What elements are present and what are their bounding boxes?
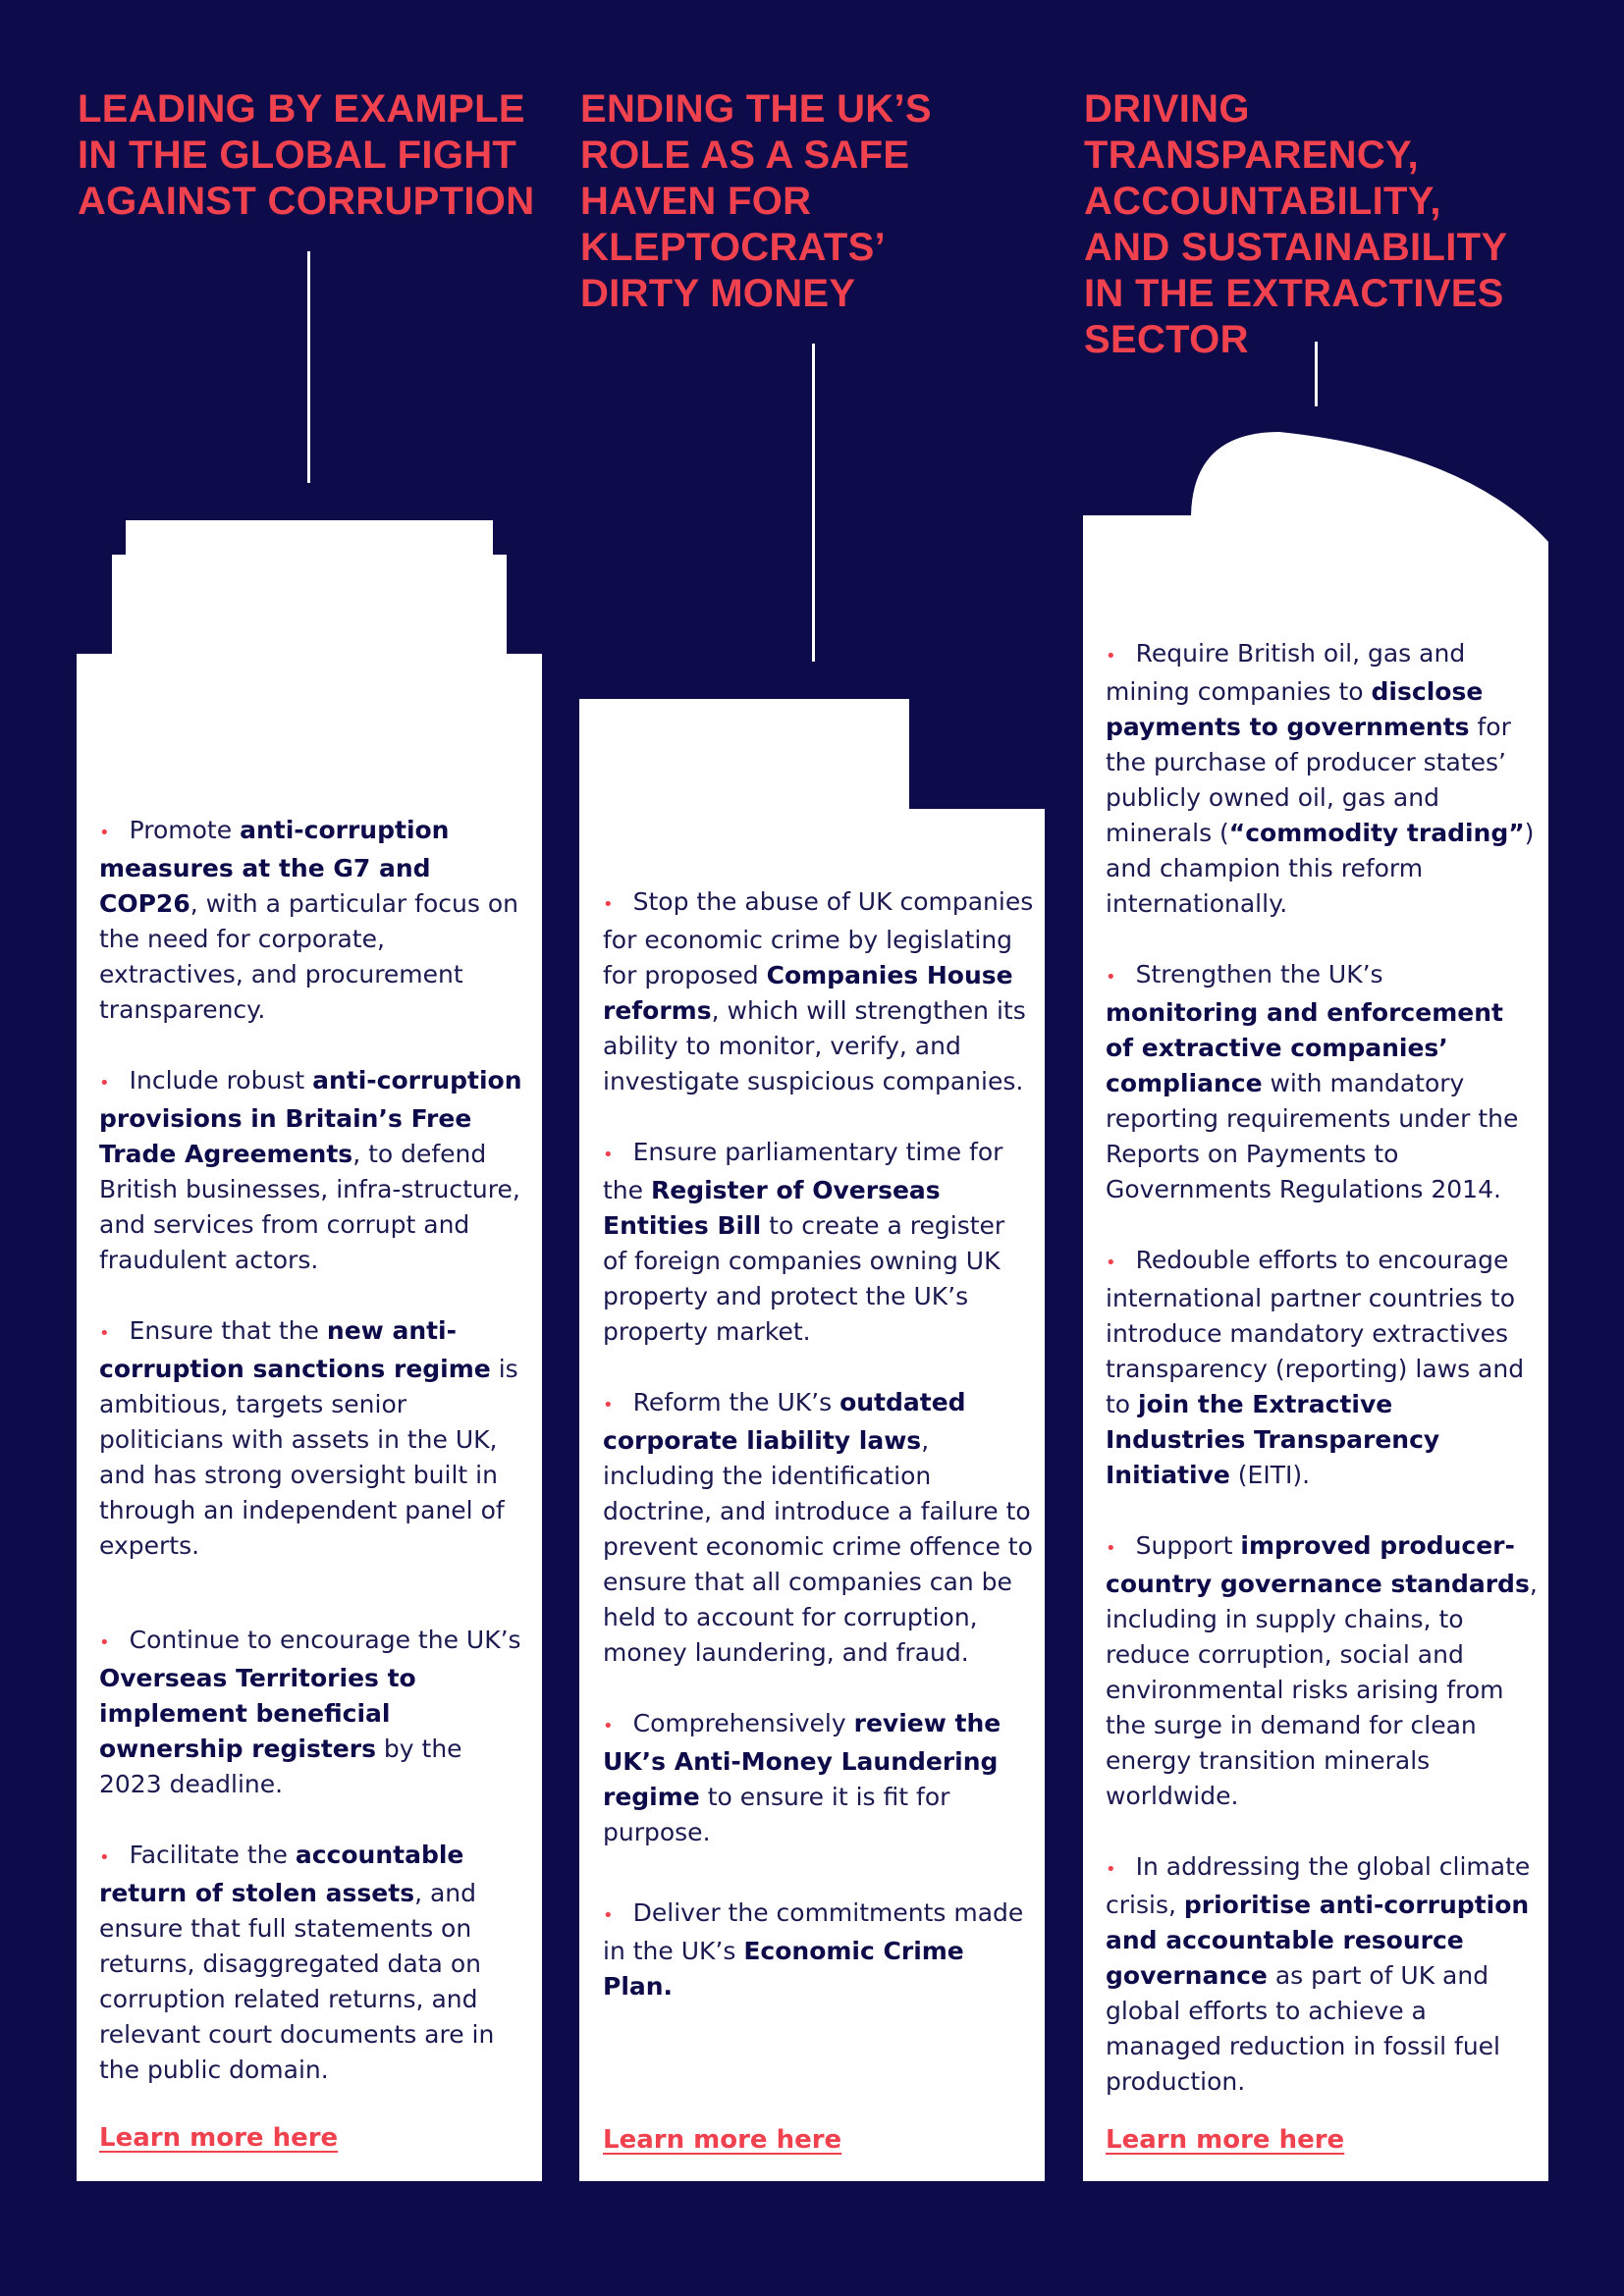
bullet-item bbox=[99, 1838, 525, 2088]
bullet-text: by the 2023 deadline. bbox=[99, 1735, 462, 1798]
title-line: ENDING THE UK’S bbox=[580, 87, 932, 131]
bullet-emphasis: disclose payments to governments bbox=[1106, 677, 1484, 741]
title-line: LEADING BY EXAMPLE bbox=[78, 87, 525, 131]
bullet-item bbox=[603, 1385, 1035, 1671]
bullet-item bbox=[1106, 636, 1538, 922]
bullet-item bbox=[1106, 1243, 1538, 1493]
column-1-bullets bbox=[99, 813, 525, 2088]
bullet-text: Continue to encourage the UK’s bbox=[129, 1626, 521, 1654]
bullet-text: as part of UK and global efforts to achieve a managed reduction in fossil fuel production. bbox=[1106, 1961, 1501, 2096]
title-line: SECTOR bbox=[1084, 318, 1249, 361]
bullet-item bbox=[603, 1135, 1035, 1350]
bullet-text: Promote bbox=[129, 816, 241, 844]
bullet-emphasis: outdated corporate liability laws bbox=[603, 1388, 966, 1455]
bullet-emphasis: new anti-corruption sanctions regime bbox=[99, 1316, 491, 1383]
bullet-emphasis: “commodity trading” bbox=[1228, 819, 1525, 847]
column-1-title bbox=[78, 86, 534, 225]
title-line: DRIVING bbox=[1084, 87, 1250, 131]
bullet-item bbox=[99, 1313, 525, 1564]
title-line: KLEPTOCRATS’ bbox=[580, 226, 887, 269]
bullet-text: is ambitious, targets senior politicians with assets in the UK, and has strong oversight built in through an independent panel of experts. bbox=[99, 1355, 518, 1560]
bullet-emphasis: Economic Crime Plan. bbox=[603, 1937, 964, 2001]
bullet-item bbox=[99, 1623, 525, 1802]
bullet-emphasis: Register of Overseas Entities Bill bbox=[603, 1176, 941, 1240]
bullet-emphasis: monitoring and enforcement of extractive companies’ compliance bbox=[1106, 998, 1503, 1097]
bullet-text: Ensure parliamentary time for the bbox=[603, 1138, 1003, 1204]
bullet-text: , including the identification doctrine, and introduce a failure to prevent economic crime offence to ensure that all companies can be held to account for corruption, money laundering, and fraud. bbox=[603, 1426, 1033, 1667]
bullet-text: to ensure it is fit for purpose. bbox=[603, 1783, 950, 1846]
title-line: ACCOUNTABILITY, bbox=[1084, 180, 1441, 223]
bullet-item bbox=[603, 1706, 1035, 1850]
bullet-text: Stop the abuse of UK companies for economic crime by legislating for proposed bbox=[603, 887, 1034, 989]
title-line: AND SUSTAINABILITY bbox=[1084, 226, 1508, 269]
bullet-dot-icon: • bbox=[603, 1145, 614, 1165]
bullet-text: Facilitate the bbox=[129, 1841, 296, 1869]
column-2-connector-line bbox=[812, 344, 815, 662]
bullet-dot-icon: • bbox=[603, 1716, 614, 1736]
bullet-text: (EITI). bbox=[1229, 1461, 1311, 1489]
column-1-connector-line bbox=[307, 251, 310, 483]
bullet-text: , which will strengthen its ability to monitor, verify, and investigate suspicious companies. bbox=[603, 996, 1026, 1095]
title-line: IN THE EXTRACTIVES bbox=[1084, 272, 1504, 315]
bullet-dot-icon: • bbox=[603, 1395, 614, 1415]
bullet-item bbox=[99, 1063, 525, 1278]
bullet-emphasis: prioritise anti-corruption and accountable resource governance bbox=[1106, 1891, 1530, 1990]
bullet-dot-icon: • bbox=[99, 1847, 110, 1868]
bullet-text: , to defend British businesses, infra-structure, and services from corrupt and fraudulent actors. bbox=[99, 1140, 520, 1274]
bullet-text: , with a particular focus on the need for corporate, extractives, and procurement transparency. bbox=[99, 889, 518, 1024]
column-3-connector-line bbox=[1315, 342, 1318, 406]
bullet-text: Require British oil, gas and mining companies to bbox=[1106, 639, 1466, 706]
bullet-text: Ensure that the bbox=[129, 1316, 327, 1345]
column-3-learn-more-link[interactable]: Learn more here bbox=[1106, 2125, 1345, 2155]
bullet-dot-icon: • bbox=[1106, 1538, 1116, 1559]
title-line: DIRTY MONEY bbox=[580, 272, 856, 315]
bullet-text: Reform the UK’s bbox=[632, 1388, 840, 1416]
title-line: AGAINST CORRUPTION bbox=[78, 180, 535, 223]
bullet-text: ) and champion this reform internationally. bbox=[1106, 819, 1535, 918]
bullet-text: Redouble efforts to encourage international partner countries to introduce mandatory extractives transparency (reporting) laws and to bbox=[1106, 1246, 1525, 1418]
bullet-dot-icon: • bbox=[99, 1073, 110, 1094]
bullet-text: with mandatory reporting requirements under the Reports on Payments to Governments Regulations 2014. bbox=[1106, 1069, 1519, 1203]
column-2-learn-more-link[interactable]: Learn more here bbox=[603, 2125, 842, 2155]
title-line: IN THE GLOBAL FIGHT bbox=[78, 133, 517, 177]
bullet-emphasis: anti-corruption provisions in Britain’s Free Trade Agreements bbox=[99, 1066, 522, 1168]
column-3-bullets bbox=[1106, 636, 1538, 2100]
column-1-learn-more-link[interactable]: Learn more here bbox=[99, 2123, 339, 2153]
bullet-dot-icon: • bbox=[99, 823, 110, 843]
bullet-dot-icon: • bbox=[99, 1323, 110, 1344]
bullet-emphasis: review the UK’s Anti-Money Laundering regime bbox=[603, 1709, 1001, 1811]
bullet-item bbox=[1106, 1528, 1538, 1814]
bullet-emphasis: improved producer-country governance standards bbox=[1106, 1531, 1530, 1598]
bullet-text: In addressing the global climate crisis, bbox=[1106, 1852, 1531, 1919]
bullet-item bbox=[603, 1896, 1035, 2004]
bullet-dot-icon: • bbox=[603, 1905, 614, 1926]
bullet-emphasis: anti-corruption measures at the G7 and COP26 bbox=[99, 816, 450, 918]
bullet-text: Strengthen the UK’s bbox=[1135, 960, 1383, 988]
title-line: ROLE AS A SAFE bbox=[580, 133, 910, 177]
column-2-title bbox=[580, 86, 932, 317]
bullet-text: Support bbox=[1135, 1531, 1241, 1560]
bullet-item bbox=[1106, 957, 1538, 1207]
bullet-dot-icon: • bbox=[1106, 646, 1116, 667]
bullet-dot-icon: • bbox=[1106, 967, 1116, 988]
bullet-text: Comprehensively bbox=[632, 1709, 854, 1737]
bullet-text: for the purchase of producer states’ publicly owned oil, gas and minerals ( bbox=[1106, 713, 1511, 847]
bullet-dot-icon: • bbox=[603, 894, 614, 915]
bullet-emphasis: join the Extractive Industries Transparency Initiative bbox=[1106, 1390, 1440, 1489]
title-line: TRANSPARENCY, bbox=[1084, 133, 1419, 177]
bullet-emphasis: accountable return of stolen assets bbox=[99, 1841, 464, 1907]
bullet-emphasis: Overseas Territories to implement beneficial ownership registers bbox=[99, 1664, 416, 1763]
bullet-dot-icon: • bbox=[1106, 1253, 1116, 1273]
bullet-item bbox=[1106, 1849, 1538, 2100]
bullet-text: Include robust bbox=[129, 1066, 313, 1095]
column-3-title bbox=[1084, 86, 1507, 363]
bullet-item bbox=[99, 813, 525, 1028]
bullet-text: , including in supply chains, to reduce corruption, social and environmental risks arising from the surge in demand for clean energy transition minerals worldwide. bbox=[1106, 1570, 1538, 1810]
title-line: HAVEN FOR bbox=[580, 180, 812, 223]
bullet-text: Deliver the commitments made in the UK’s bbox=[603, 1898, 1024, 1965]
bullet-dot-icon: • bbox=[1106, 1859, 1116, 1880]
bullet-text: , and ensure that full statements on returns, disaggregated data on corruption related returns, and relevant court documents are in the public domain. bbox=[99, 1879, 495, 2084]
bullet-item bbox=[603, 884, 1035, 1099]
bullet-text: to create a register of foreign companies owning UK property and protect the UK’s property market. bbox=[603, 1211, 1005, 1346]
bullet-dot-icon: • bbox=[99, 1632, 110, 1653]
bullet-emphasis: Companies House reforms bbox=[603, 961, 1013, 1025]
column-2-bullets bbox=[603, 884, 1035, 2004]
